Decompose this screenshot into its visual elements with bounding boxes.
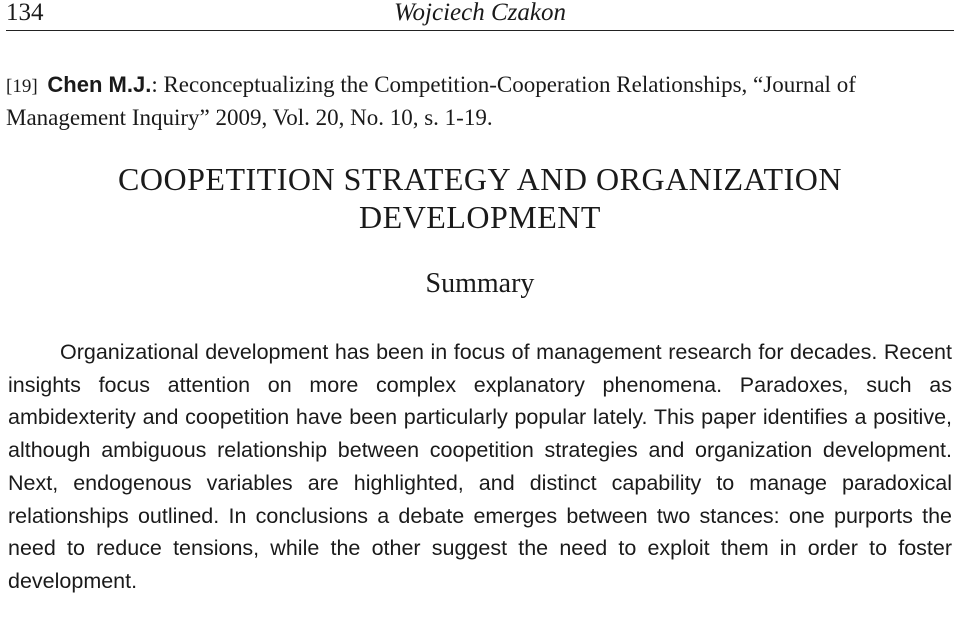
article-title: COOPETITION STRATEGY AND ORGANIZATION DEVELOPMENT	[118, 161, 842, 235]
reference-text: : Reconceptualizing the Competition-Cooperation Relationships, “Journal of Management Inquiry” 2009, Vol. 20, No. 10, s. 1-19.	[6, 72, 856, 130]
reference-number: [19]	[6, 76, 38, 97]
abstract-paragraph: Organizational development has been in focus of management research for decades. Recent insights focus attention on more complex explanatory phenomena. Paradoxes, such as ambidexterity and coopetition have been particularly popular lately. This paper identifies a positive, although ambiguous relationship between coopetition strategies and organization development. Next, endogenous variables are highlighted, and distinct capability to manage paradoxical relationships outlined. In conclusions a debate emerges between two stances: one purports the need to reduce tensions, while the other suggest the need to exploit them in order to foster development.	[8, 340, 952, 593]
running-author: Wojciech Czakon	[394, 0, 566, 26]
summary-heading: Summary	[425, 268, 535, 299]
reference-authors: Chen M.J.	[47, 72, 152, 97]
running-header	[6, 0, 954, 31]
reference-entry	[6, 69, 952, 133]
page-number: 134	[6, 0, 44, 26]
